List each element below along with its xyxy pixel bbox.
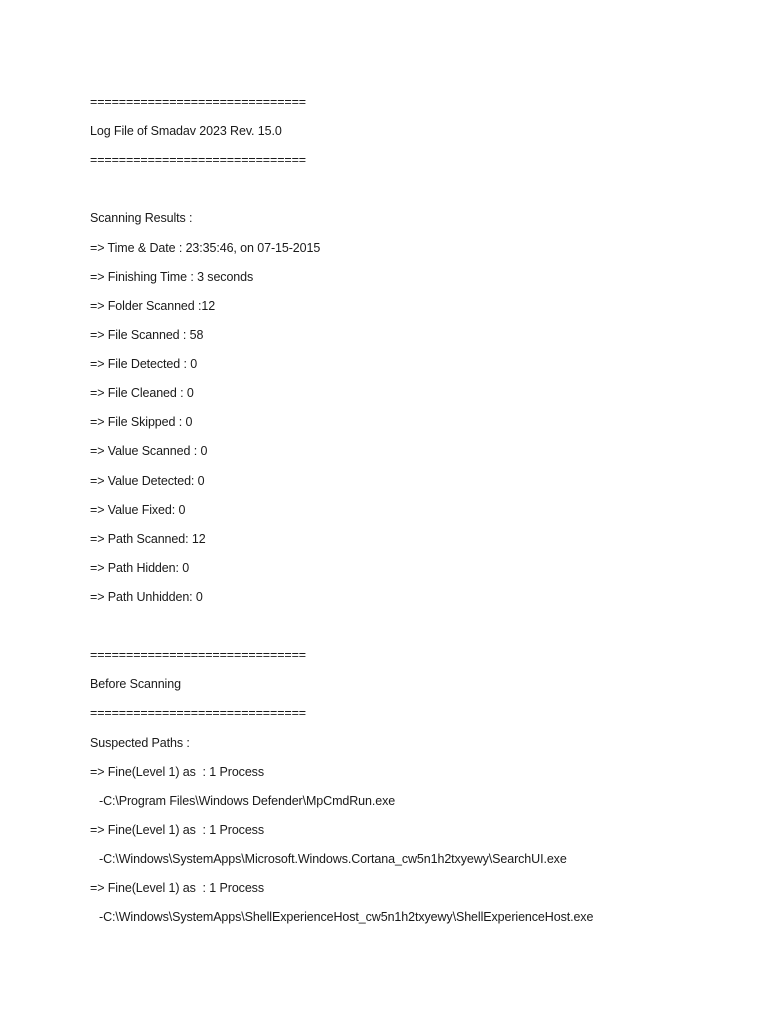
result-folder-scanned: => Folder Scanned :12 <box>90 299 216 313</box>
result-path-unhidden: => Path Unhidden: 0 <box>90 590 203 604</box>
separator-line: ============================== <box>90 95 306 109</box>
result-finishing-time: => Finishing Time : 3 seconds <box>90 270 254 284</box>
separator-line: ============================== <box>90 706 306 720</box>
suspect-level-line: => Fine(Level 1) as : 1 Process <box>90 881 264 895</box>
result-value-detected: => Value Detected: 0 <box>90 474 205 488</box>
result-file-cleaned: => File Cleaned : 0 <box>90 386 194 400</box>
result-file-scanned: => File Scanned : 58 <box>90 328 204 342</box>
result-file-skipped: => File Skipped : 0 <box>90 415 193 429</box>
result-time-date: => Time & Date : 23:35:46, on 07-15-2015 <box>90 241 321 255</box>
result-path-hidden: => Path Hidden: 0 <box>90 561 190 575</box>
result-value-scanned: => Value Scanned : 0 <box>90 444 208 458</box>
log-title: Log File of Smadav 2023 Rev. 15.0 <box>90 124 282 138</box>
scan-results-heading: Scanning Results : <box>90 211 193 225</box>
separator-line: ============================== <box>90 153 306 167</box>
result-file-detected: => File Detected : 0 <box>90 357 198 371</box>
result-path-scanned: => Path Scanned: 12 <box>90 532 206 546</box>
suspect-level-line: => Fine(Level 1) as : 1 Process <box>90 765 264 779</box>
suspected-paths-heading: Suspected Paths : <box>90 736 190 750</box>
separator-line: ============================== <box>90 648 306 662</box>
suspect-level-line: => Fine(Level 1) as : 1 Process <box>90 823 264 837</box>
suspect-path-line: -C:\Windows\SystemApps\ShellExperienceHost_cw5n1h2txyewy\ShellExperienceHost.exe <box>99 910 594 924</box>
suspect-path-line: -C:\Program Files\Windows Defender\MpCmdRun.exe <box>99 794 396 808</box>
before-scanning-heading: Before Scanning <box>90 677 181 691</box>
suspect-path-line: -C:\Windows\SystemApps\Microsoft.Windows.Cortana_cw5n1h2txyewy\SearchUI.exe <box>99 852 567 866</box>
result-value-fixed: => Value Fixed: 0 <box>90 503 186 517</box>
